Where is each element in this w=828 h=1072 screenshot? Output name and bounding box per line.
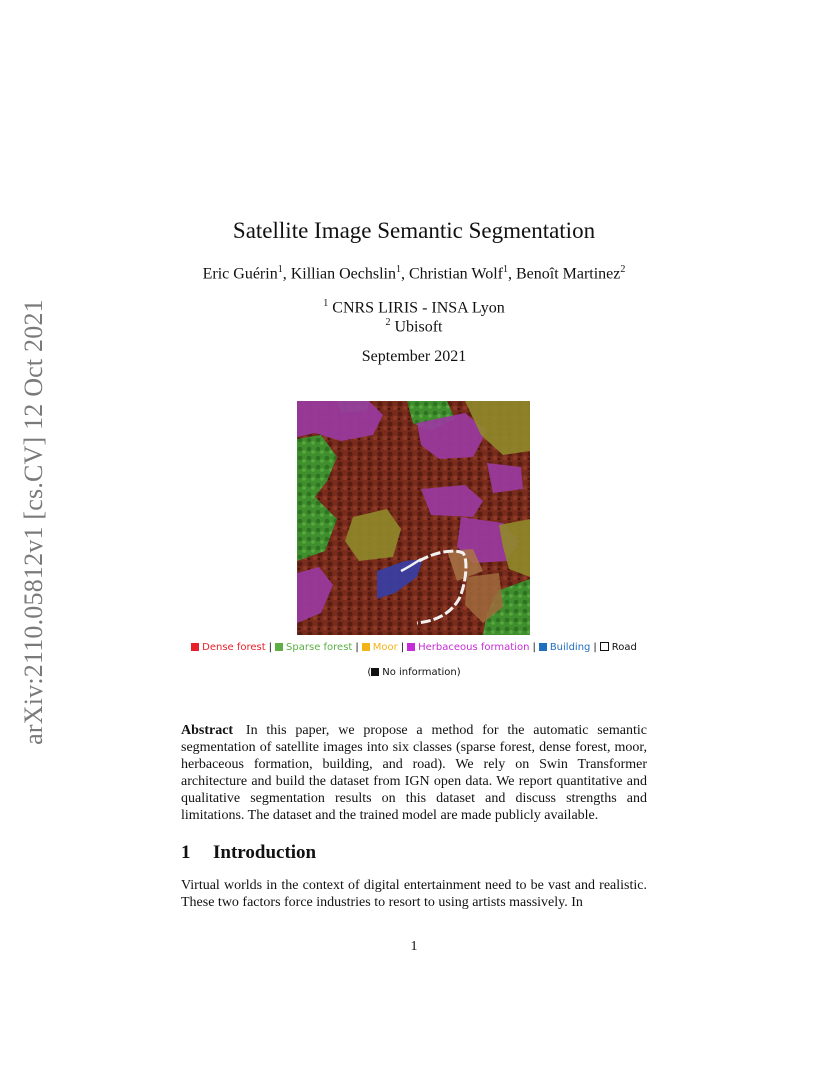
paper-title: Satellite Image Semantic Segmentation <box>232 218 596 243</box>
square-icon <box>407 643 415 651</box>
legend-item-herbaceous <box>407 642 529 653</box>
legend-label: Sparse forest <box>286 642 353 653</box>
affiliation-mark: 1 <box>277 264 283 275</box>
legend-separator: | <box>400 642 405 653</box>
legend-label: Road <box>611 642 637 653</box>
section-title: Introduction <box>213 842 317 863</box>
affiliation <box>0 317 828 336</box>
square-icon <box>371 668 379 676</box>
abstract <box>181 722 647 824</box>
legend-label: Dense forest <box>202 642 266 653</box>
affiliation-mark: 1 <box>502 264 508 275</box>
legend-item-road <box>600 642 637 653</box>
legend-separator: | <box>593 642 597 653</box>
intro-paragraph: Virtual worlds in the context of digital entertainment need to be vast and realistic. These two factors force industries to resort to using artists massively. In <box>181 878 647 910</box>
segmentation-image <box>297 401 530 635</box>
legend-item-sparse-forest <box>275 642 352 653</box>
legend-separator: | <box>532 642 536 653</box>
author-name: Killian Oechslin <box>290 265 396 283</box>
legend-label: Herbaceous formation <box>418 642 530 653</box>
legend-separator: | <box>268 642 273 653</box>
author-list: Eric Guérin$^1$, Killian Oechslin$^1$, Christian Wolf$^1$, Benoît Martinez$^2$ <box>202 264 626 283</box>
affiliation-mark: 2 <box>620 264 626 275</box>
affiliation-mark: 1 <box>323 298 329 309</box>
abstract-text: In this paper, we propose a method for the automatic semantic segmentation of satellite images into six classes (sparse forest, dense forest, moor, herbaceous formation, building, and road). We rely on Swin Transformer architecture and build the dataset from IGN open data. We report quantitative and qualitative segmentation results on this dataset and discuss strengths and limitations. The dataset and the trained model are made publicly available. <box>181 723 647 823</box>
legend-separator: | <box>355 642 359 653</box>
paren: ( <box>367 667 372 678</box>
legend-label: No information) <box>382 667 461 678</box>
author-name: Christian Wolf <box>409 265 503 283</box>
legend-item-moor <box>362 642 398 653</box>
segmentation-figure <box>297 401 530 635</box>
author-name: Benoît Martinez <box>515 265 621 283</box>
square-icon <box>191 643 199 651</box>
arxiv-identifier: arXiv:2110.05812v1 [cs.CV] 12 Oct 2021 <box>19 299 48 745</box>
affiliation-name: CNRS LIRIS - INSA Lyon <box>332 299 505 317</box>
legend-item-building <box>539 642 591 653</box>
abstract-heading: Abstract <box>181 723 234 738</box>
author-name: Eric Guérin <box>202 265 278 283</box>
affiliation-name: Ubisoft <box>394 318 443 336</box>
affiliation <box>0 298 828 317</box>
square-icon <box>539 643 547 651</box>
legend-label: Building <box>549 642 591 653</box>
section-number: 1 <box>181 842 191 863</box>
page-number: 1 <box>410 939 418 954</box>
paper-date: September 2021 <box>361 348 467 365</box>
figure-legend <box>0 642 828 653</box>
herbaceous-region <box>487 463 523 493</box>
square-icon <box>275 643 283 651</box>
affiliation-mark: 1 <box>396 264 401 275</box>
affiliation-mark: 2 <box>385 317 391 328</box>
legend-no-information <box>0 667 828 678</box>
square-outline-icon <box>600 642 609 651</box>
legend-label: Moor <box>372 642 398 653</box>
square-icon <box>362 643 370 651</box>
section-heading <box>181 842 316 864</box>
legend-item-dense-forest <box>191 642 266 653</box>
